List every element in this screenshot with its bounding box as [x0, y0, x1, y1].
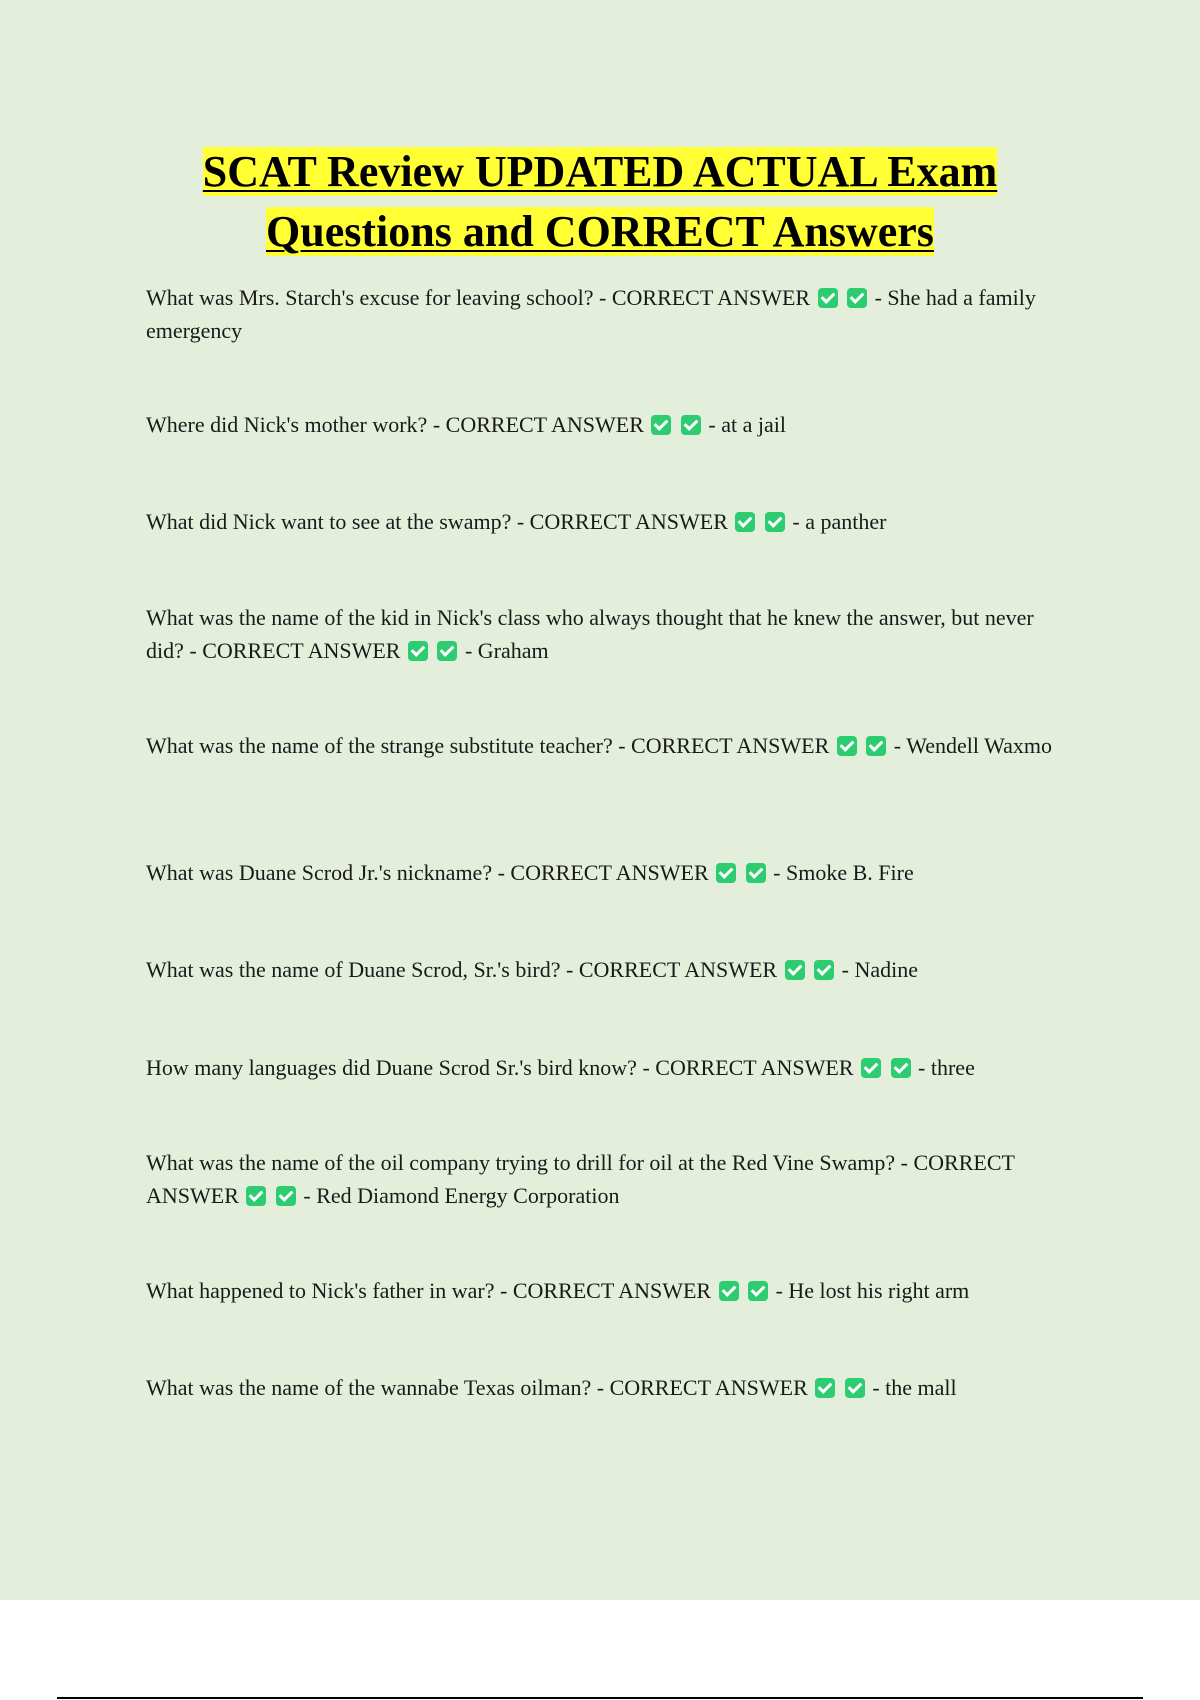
check-box-icon [681, 415, 701, 435]
correct-answer-label: CORRECT ANSWER [609, 1375, 808, 1400]
separator: - [612, 733, 632, 758]
answer-text: a panther [805, 509, 887, 534]
separator: - [593, 285, 612, 310]
check-box-icon [748, 1281, 768, 1301]
separator: - [560, 957, 579, 982]
title-line-1: SCAT Review UPDATED ACTUAL Exam [202, 147, 998, 196]
check-box-icon [845, 1378, 865, 1398]
check-box-icon [735, 512, 755, 532]
check-box-icon [716, 863, 736, 883]
check-box-icon [815, 1378, 835, 1398]
check-box-icon [785, 960, 805, 980]
check-box-icon [276, 1186, 296, 1206]
correct-answer-label: CORRECT ANSWER [529, 509, 728, 534]
qa-item [146, 1371, 1066, 1404]
correct-answer-label: CORRECT ANSWER [510, 860, 709, 885]
qa-item [146, 601, 1066, 667]
qa-item [146, 281, 1066, 347]
separator: - [874, 285, 888, 310]
check-box-icon [847, 288, 867, 308]
check-box-icon [408, 641, 428, 661]
question-text: What was the name of the oil company trying to drill for oil at the Red Vine Swamp? [146, 1150, 896, 1175]
question-text: What was the name of the wannabe Texas oilman? [146, 1375, 592, 1400]
check-box-icon [818, 288, 838, 308]
separator: - [893, 733, 907, 758]
document-title [100, 142, 1100, 262]
separator: - [494, 1278, 513, 1303]
check-box-icon [437, 641, 457, 661]
correct-answer-label: CORRECT ANSWER [611, 285, 811, 310]
separator: - [427, 412, 446, 437]
question-text: What was Mrs. Starch's excuse for leaving school? [146, 285, 594, 310]
correct-answer-label: CORRECT ANSWER [578, 957, 778, 982]
separator: - [464, 638, 478, 663]
check-box-icon [746, 863, 766, 883]
question-text: What did Nick want to see at the swamp? [146, 509, 512, 534]
check-box-icon [861, 1058, 881, 1078]
answer-text: He lost his right arm [788, 1278, 970, 1303]
check-box-icon [719, 1281, 739, 1301]
separator: - [511, 509, 530, 534]
separator: - [773, 860, 786, 885]
title-line-2: Questions and CORRECT Answers [266, 207, 934, 256]
correct-answer-label: CORRECT ANSWER [146, 1150, 1015, 1208]
qa-item [146, 729, 1066, 762]
correct-answer-label: CORRECT ANSWER [202, 638, 401, 663]
separator: - [792, 509, 806, 534]
qa-item [146, 505, 1066, 538]
check-box-icon [765, 512, 785, 532]
answer-text: the mall [885, 1375, 957, 1400]
correct-answer-label: CORRECT ANSWER [512, 1278, 712, 1303]
separator: - [775, 1278, 789, 1303]
question-text: What was the name of Duane Scrod, Sr.'s bird? [146, 957, 561, 982]
correct-answer-label: CORRECT ANSWER [655, 1055, 854, 1080]
correct-answer-label: CORRECT ANSWER [445, 412, 644, 437]
qa-item [146, 953, 1066, 986]
question-text: What was Duane Scrod Jr.'s nickname? [146, 860, 493, 885]
answer-text: three [930, 1055, 975, 1080]
qa-item [146, 408, 1066, 441]
check-box-icon [246, 1186, 266, 1206]
check-box-icon [837, 736, 857, 756]
separator: - [636, 1055, 656, 1080]
answer-text: Graham [477, 638, 549, 663]
separator: - [708, 412, 722, 437]
separator: - [918, 1055, 931, 1080]
separator: - [872, 1375, 886, 1400]
qa-item [146, 856, 1066, 889]
check-box-icon [814, 960, 834, 980]
qa-item [146, 1146, 1066, 1212]
question-text: What was the name of the strange substitute teacher? [146, 733, 613, 758]
check-box-icon [651, 415, 671, 435]
check-box-icon [866, 736, 886, 756]
question-text: How many languages did Duane Scrod Sr.'s bird know? [146, 1055, 637, 1080]
question-text: Where did Nick's mother work? [146, 412, 428, 437]
separator: - [303, 1183, 317, 1208]
separator: - [591, 1375, 610, 1400]
question-text: What happened to Nick's father in war? [146, 1278, 495, 1303]
answer-text: Smoke B. Fire [786, 860, 914, 885]
separator: - [183, 638, 203, 663]
qa-item [146, 1051, 1066, 1084]
answer-text: at a jail [721, 412, 786, 437]
answer-text: Red Diamond Energy Corporation [316, 1183, 620, 1208]
separator: - [841, 957, 855, 982]
correct-answer-label: CORRECT ANSWER [631, 733, 830, 758]
answer-text: She had a family emergency [146, 285, 1036, 343]
question-text: What was the name of the kid in Nick's class who always thought that he knew the answer, but never did? [146, 605, 1034, 663]
answer-text: Nadine [854, 957, 918, 982]
separator: - [492, 860, 511, 885]
qa-item [146, 1274, 1066, 1307]
check-box-icon [891, 1058, 911, 1078]
separator: - [895, 1150, 914, 1175]
answer-text: Wendell Waxmo [906, 733, 1052, 758]
footer-divider [57, 1697, 1143, 1699]
